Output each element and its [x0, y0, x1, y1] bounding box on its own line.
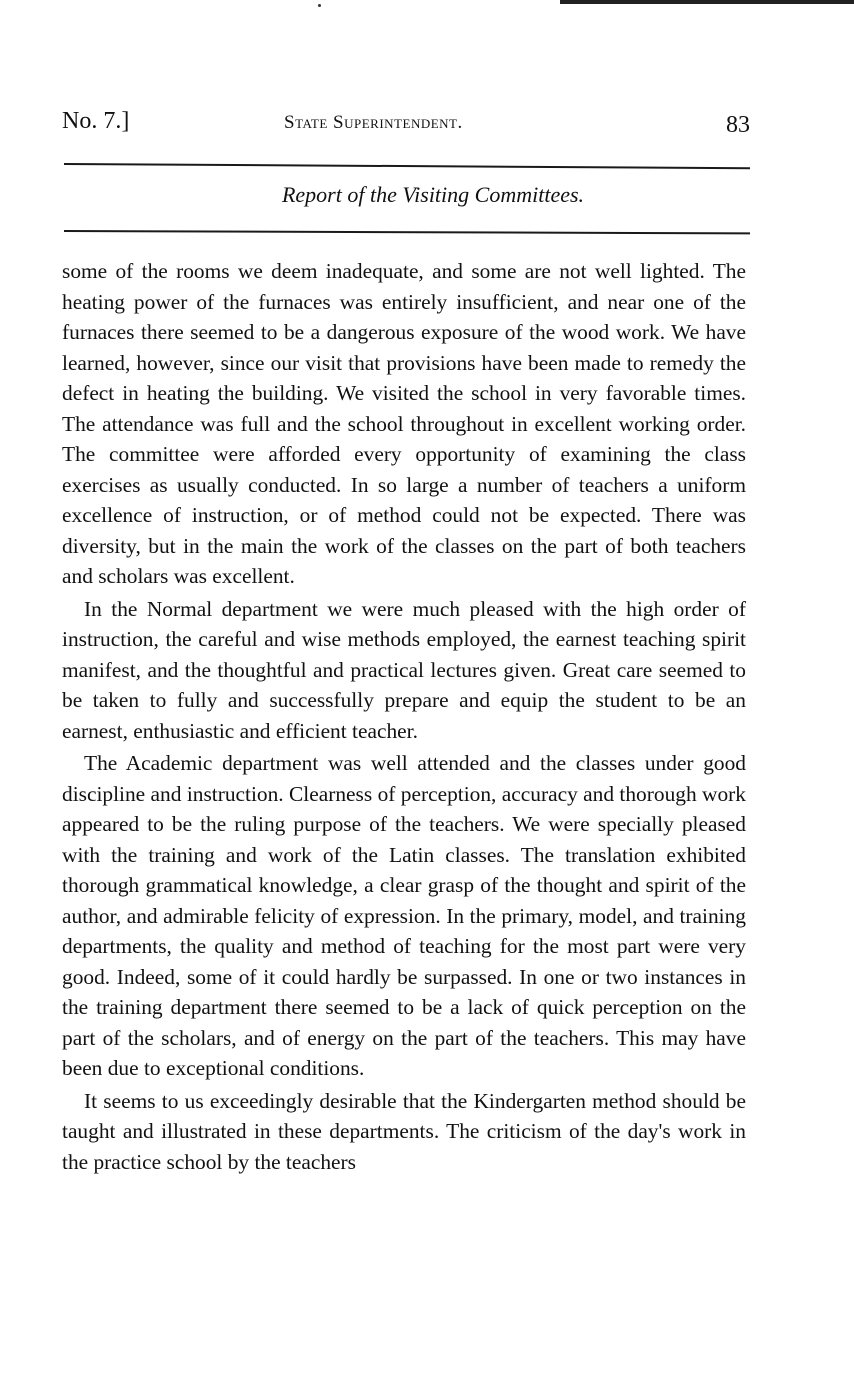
paragraph: some of the rooms we deem inadequate, and some are not well lighted. The heating power of the furnaces was entirely insufficient, and near one of the furnaces there seemed to be a dangerous exposure of the wood work. We have learned, however, since our visit that provisions have been made to remedy the defect in heating the building. We visited the school in very favorable times. The attendance was full and the school throughout in excellent working order. The committee were afforded every opportunity of examining the class exercises as usually conducted. In so large a number of teachers a uniform excellence of instruction, or of method could not be expected. There was diversity, but in the main the work of the classes on the part of both teachers and scholars was excellent. — [62, 259, 746, 588]
running-title: State Superintendent. — [284, 112, 463, 133]
paragraph: In the Normal department we were much pleased with the high order of instruction, the careful and wise methods employed, the earnest teaching spirit manifest, and the thoughtful and practical lectures given. Great care seemed to be taken to fully and successfully prepare and equip the student to be an earnest, enthusiastic and efficient teacher. — [62, 596, 746, 743]
header-rule-bottom — [64, 230, 750, 234]
document-number: No. 7.] — [62, 108, 130, 134]
body-text — [62, 256, 746, 1177]
running-header — [62, 108, 750, 142]
page-number: 83 — [726, 112, 750, 138]
header-rule-top — [64, 163, 750, 169]
ink-speck — [318, 4, 321, 7]
paragraph: The Academic department was well attended and the classes under good discipline and instruction. Clearness of perception, accuracy and thorough work appeared to be the ruling purpose of the teachers. We were specially pleased with the training and work of the Latin classes. The translation exhibited thorough grammatical knowledge, a clear grasp of the thought and spirit of the author, and admirable felicity of expression. In the primary, model, and training departments, the quality and method of teaching for the most part were very good. Indeed, some of it could hardly be surpassed. In one or two instances in the training department there seemed to be a lack of quick perception on the part of the scholars, and of energy on the part of the teachers. This may have been due to exceptional conditions. — [62, 751, 746, 1080]
paragraph: It seems to us exceedingly desirable that the Kindergarten method should be taught and illustrated in these departments. The criticism of the day's work in the practice school by the teachers — [62, 1088, 746, 1174]
section-subtitle: Report of the Visiting Committees. — [281, 182, 585, 207]
page-edge-mark — [560, 0, 854, 4]
